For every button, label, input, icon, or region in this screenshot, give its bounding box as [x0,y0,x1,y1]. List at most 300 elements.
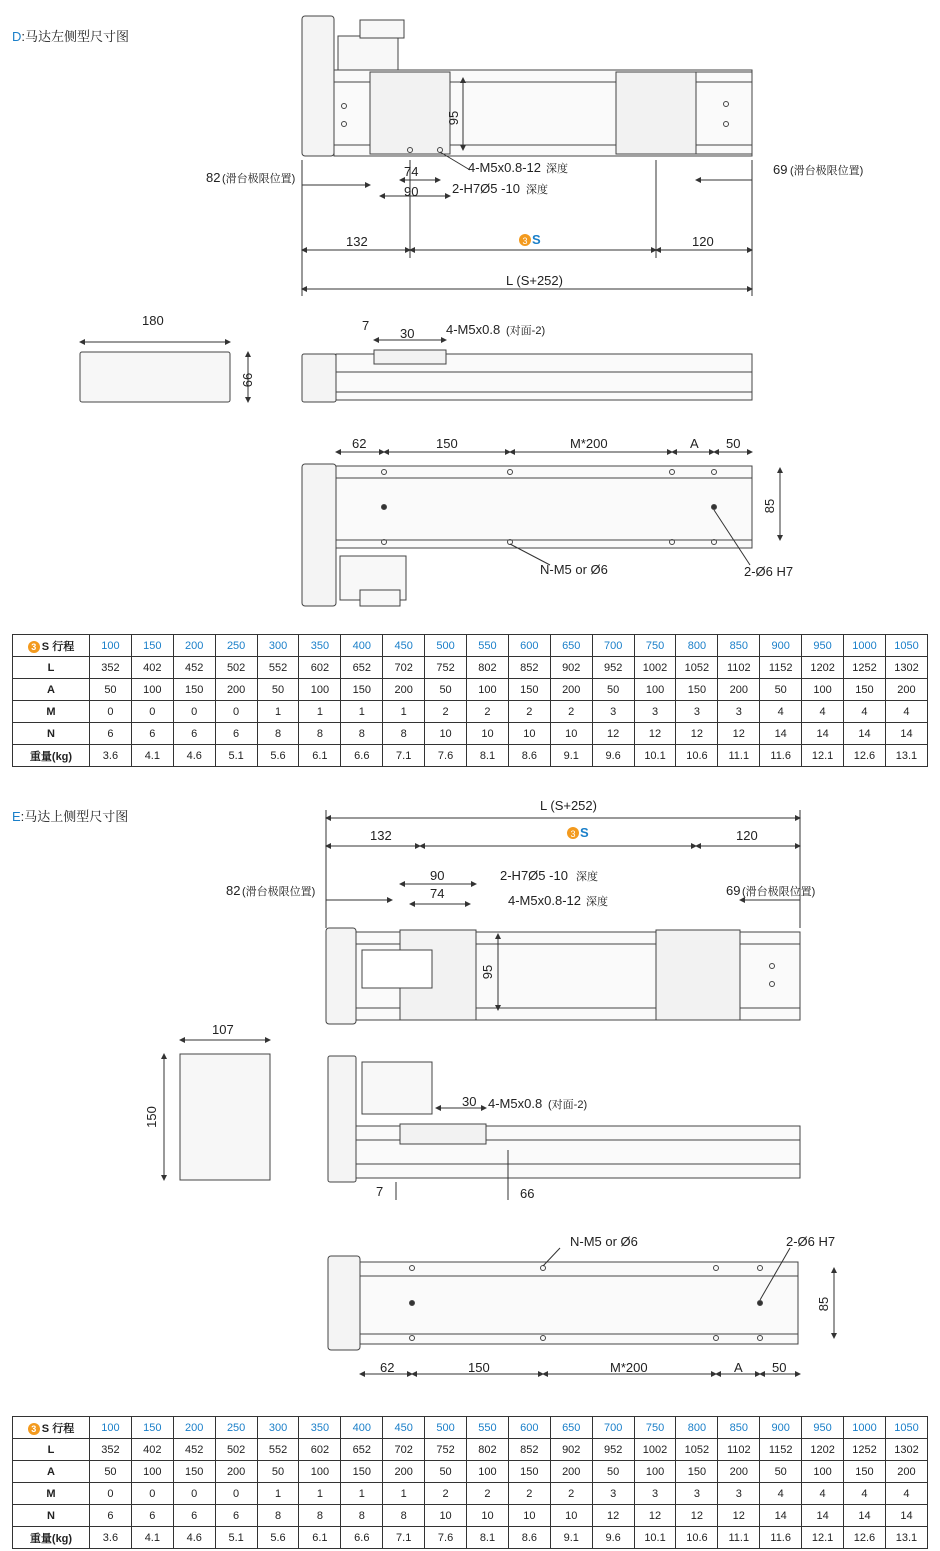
table-cell: 10.1 [634,1527,676,1549]
table-cell: 200 [885,1461,927,1483]
table-cell: 200 [550,1461,592,1483]
table-cell: 2 [425,701,467,723]
e-side-view [328,1056,800,1200]
table-cell: 12.6 [844,745,886,767]
spec-table-e [12,1416,928,1549]
table-header-row [13,1417,928,1439]
table-cell: 1302 [885,1439,927,1461]
table-cell: 6 [215,723,257,745]
table-cell: 8.6 [508,1527,550,1549]
stroke-cell: 1000 [844,635,886,657]
table-row [13,1461,928,1483]
s-badge-icon: 3 [28,1423,40,1435]
table-cell: 4 [802,701,844,723]
table-cell: 7.1 [383,1527,425,1549]
table-cell: 3.6 [90,1527,132,1549]
label-66: 66 [240,372,255,388]
table-cell: 352 [90,657,132,679]
table-cell: 1152 [760,657,802,679]
e-label-m5-depth: 4-M5x0.8-12 [508,893,581,908]
table-cell: 12 [634,723,676,745]
table-cell: 7.6 [425,745,467,767]
table-cell: 6 [90,1505,132,1527]
table-cell: 100 [131,679,173,701]
e-top-view [326,810,800,1024]
stroke-cell: 1050 [885,635,927,657]
table-cell: 50 [257,679,299,701]
table-cell: 12 [676,1505,718,1527]
label-face-note: (对面-2) [506,325,546,337]
table-cell: 6 [173,1505,215,1527]
table-cell: 12 [592,1505,634,1527]
row-label: N [13,1505,90,1527]
table-cell: 0 [90,701,132,723]
stroke-cell: 600 [508,1417,550,1439]
table-cell: 1302 [885,657,927,679]
table-cell: 8 [257,723,299,745]
table-cell: 1 [341,1483,383,1505]
table-cell: 12 [676,723,718,745]
d-side-view [302,340,752,402]
table-cell: 5.6 [257,745,299,767]
table-cell: 9.6 [592,745,634,767]
table-cell: 100 [634,1461,676,1483]
table-cell: 150 [341,679,383,701]
table-cell: 200 [383,679,425,701]
table-cell: 1 [299,701,341,723]
table-header-row [13,635,928,657]
table-cell: 2 [508,701,550,723]
e-label-50: 50 [772,1360,787,1375]
table-row [13,1483,928,1505]
stroke-cell: 550 [467,635,509,657]
table-cell: 3 [718,701,760,723]
label-69-note: (滑台极限位置) [790,165,864,177]
e-end-view [164,1040,270,1180]
table-cell: 2 [508,1483,550,1505]
table-cell: 150 [341,1461,383,1483]
label-nm5: N-M5 or Ø6 [540,562,608,577]
table-cell: 3 [676,701,718,723]
table-cell: 12 [718,1505,760,1527]
table-cell: 0 [131,1483,173,1505]
table-cell: 150 [173,679,215,701]
table-cell: 552 [257,1439,299,1461]
e-label-90: 90 [430,868,445,883]
e-label-a: A [734,1360,743,1375]
table-cell: 6 [215,1505,257,1527]
table-cell: 352 [90,1439,132,1461]
table-cell: 14 [844,1505,886,1527]
table-cell: 12 [592,723,634,745]
stroke-cell: 550 [467,1417,509,1439]
label-l-total: L (S+252) [506,273,563,288]
table-cell: 1202 [802,1439,844,1461]
e-label-69-note: (滑台极限位置) [742,886,816,898]
e-label-74: 74 [430,886,445,901]
table-cell: 150 [676,1461,718,1483]
table-cell: 6 [131,1505,173,1527]
table-cell: 0 [90,1483,132,1505]
table-cell: 100 [634,679,676,701]
d-end-view [80,342,248,402]
table-cell: 50 [760,1461,802,1483]
table-cell: 1102 [718,657,760,679]
table-cell: 11.1 [718,745,760,767]
table-cell: 1202 [802,657,844,679]
e-label-7: 7 [376,1184,384,1199]
label-180: 180 [142,313,164,328]
stroke-header-cell [13,635,90,657]
table-cell: 4 [885,701,927,723]
section-e-title: E:马达上侧型尺寸图 [12,809,129,824]
table-cell: 702 [383,1439,425,1461]
e-label-62: 62 [380,1360,395,1375]
table-cell: 502 [215,657,257,679]
table-cell: 1 [383,1483,425,1505]
table-cell: 50 [592,679,634,701]
table-cell: 2 [550,1483,592,1505]
label-69: 69 [773,162,788,177]
table-cell: 200 [885,679,927,701]
label-62: 62 [352,436,367,451]
table-row [13,1439,928,1461]
table-cell: 50 [90,679,132,701]
table-cell: 100 [299,1461,341,1483]
e-label-120: 120 [736,828,758,843]
table-cell: 13.1 [885,745,927,767]
stroke-header-cell [13,1417,90,1439]
table-cell: 14 [760,1505,802,1527]
row-label: 重量(kg) [13,1527,90,1549]
table-cell: 1252 [844,1439,886,1461]
stroke-cell: 300 [257,635,299,657]
e-label-82-note: (滑台极限位置) [242,886,316,898]
table-cell: 14 [760,723,802,745]
table-cell: 6 [131,723,173,745]
e-label-85: 85 [816,1296,831,1312]
table-cell: 8.1 [467,1527,509,1549]
stroke-cell: 450 [383,635,425,657]
stroke-cell: 1000 [844,1417,886,1439]
stroke-cell: 700 [592,1417,634,1439]
row-label: L [13,657,90,679]
table-row [13,701,928,723]
table-cell: 9.1 [550,1527,592,1549]
table-cell: 50 [257,1461,299,1483]
table-cell: 1 [299,1483,341,1505]
table-cell: 902 [550,657,592,679]
row-label: M [13,701,90,723]
e-label-nm5: N-M5 or Ø6 [570,1234,638,1249]
table-cell: 802 [467,1439,509,1461]
table-cell: 1152 [760,1439,802,1461]
table-cell: 200 [718,679,760,701]
stroke-cell: 650 [550,1417,592,1439]
table-cell: 10 [425,723,467,745]
e-label-150b: 150 [468,1360,490,1375]
table-cell: 4 [844,701,886,723]
table-cell: 5.6 [257,1527,299,1549]
table-cell: 3 [592,701,634,723]
table-cell: 4.6 [173,1527,215,1549]
label-74: 74 [404,164,419,179]
table-cell: 752 [425,1439,467,1461]
table-cell: 10 [550,1505,592,1527]
table-cell: 8 [383,723,425,745]
table-cell: 2 [467,701,509,723]
stroke-cell: 850 [718,1417,760,1439]
label-a: A [690,436,699,451]
table-cell: 150 [844,1461,886,1483]
stroke-header-label: S 行程 [41,1422,75,1435]
stroke-cell: 950 [802,1417,844,1439]
table-cell: 5.1 [215,745,257,767]
table-cell: 1 [257,701,299,723]
table-cell: 952 [592,657,634,679]
table-cell: 200 [718,1461,760,1483]
table-cell: 9.1 [550,745,592,767]
table-cell: 11.1 [718,1527,760,1549]
stroke-cell: 850 [718,635,760,657]
table-cell: 6 [90,723,132,745]
label-h7b: 2-Ø6 H7 [744,564,794,579]
label-7: 7 [362,318,370,333]
table-cell: 8 [257,1505,299,1527]
e-label-l-total: L (S+252) [540,798,597,813]
table-cell: 12.1 [802,745,844,767]
table-cell: 0 [173,1483,215,1505]
e-label-150: 150 [144,1106,159,1128]
stroke-cell: 300 [257,1417,299,1439]
table-cell: 8 [383,1505,425,1527]
table-cell: 3.6 [90,745,132,767]
table-cell: 452 [173,1439,215,1461]
table-cell: 1052 [676,657,718,679]
e-label-107: 107 [212,1022,234,1037]
row-label: 重量(kg) [13,745,90,767]
e-s-badge-num: 3 [570,829,576,839]
table-cell: 9.6 [592,1527,634,1549]
table-cell: 6.6 [341,745,383,767]
e-label-95: 95 [480,964,495,980]
table-cell: 6.1 [299,1527,341,1549]
e-label-h7b: 2-Ø6 H7 [786,1234,836,1249]
e-bottom-view [328,1248,834,1374]
table-cell: 6.6 [341,1527,383,1549]
table-cell: 652 [341,657,383,679]
table-cell: 1002 [634,1439,676,1461]
table-cell: 3 [592,1483,634,1505]
label-120: 120 [692,234,714,249]
table-cell: 402 [131,657,173,679]
e-label-depth2: 深度 [586,896,608,908]
table-cell: 14 [885,1505,927,1527]
table-row [13,1505,928,1527]
table-cell: 14 [885,723,927,745]
table-cell: 8.6 [508,745,550,767]
table-cell: 200 [383,1461,425,1483]
section-d-key: D [12,29,22,44]
stroke-cell: 500 [425,1417,467,1439]
table-cell: 1102 [718,1439,760,1461]
label-85: 85 [762,498,777,514]
table-cell: 752 [425,657,467,679]
table-cell: 0 [215,701,257,723]
table-cell: 100 [467,679,509,701]
table-cell: 502 [215,1439,257,1461]
table-cell: 2 [550,701,592,723]
e-label-66: 66 [520,1186,535,1201]
label-82: 82 [206,170,221,185]
e-label-82: 82 [226,883,241,898]
table-cell: 10 [425,1505,467,1527]
section-d-text: 马达左侧型尺寸图 [25,29,130,44]
stroke-cell: 450 [383,1417,425,1439]
table-cell: 100 [131,1461,173,1483]
table-cell: 852 [508,1439,550,1461]
table-cell: 8 [341,1505,383,1527]
table-cell: 1002 [634,657,676,679]
label-depth: 深度 [546,163,568,175]
row-label: L [13,1439,90,1461]
table-cell: 1 [257,1483,299,1505]
label-132: 132 [346,234,368,249]
label-m5-face: 4-M5x0.8 [446,322,501,337]
section-e-key: E [12,809,21,824]
table-cell: 1252 [844,657,886,679]
table-cell: 150 [676,679,718,701]
table-cell: 602 [299,1439,341,1461]
stroke-cell: 800 [676,635,718,657]
stroke-cell: 500 [425,635,467,657]
table-cell: 852 [508,657,550,679]
table-cell: 11.6 [760,1527,802,1549]
table-cell: 0 [173,701,215,723]
label-50: 50 [726,436,741,451]
spec-table-d [12,634,928,767]
e-label-m5-face: 4-M5x0.8 [488,1096,543,1111]
table-cell: 4 [760,1483,802,1505]
stroke-cell: 150 [131,635,173,657]
table-cell: 0 [215,1483,257,1505]
table-cell: 10 [467,723,509,745]
e-label-m200: M*200 [610,1360,648,1375]
label-90: 90 [404,184,419,199]
table-cell: 10 [508,723,550,745]
table-cell: 14 [802,1505,844,1527]
e-label-s: S [580,825,589,840]
table-row [13,679,928,701]
stroke-cell: 250 [215,1417,257,1439]
stroke-cell: 650 [550,635,592,657]
table-cell: 12.6 [844,1527,886,1549]
table-cell: 802 [467,657,509,679]
table-row [13,657,928,679]
table-cell: 452 [173,657,215,679]
row-label: A [13,679,90,701]
d-top-view [302,16,752,156]
table-cell: 1 [383,701,425,723]
label-30: 30 [400,326,415,341]
table-cell: 4.6 [173,745,215,767]
stroke-cell: 900 [760,635,802,657]
table-cell: 13.1 [885,1527,927,1549]
table-cell: 8.1 [467,745,509,767]
stroke-cell: 200 [173,1417,215,1439]
e-label-132: 132 [370,828,392,843]
label-h7: 2-H7Ø5 -10 [452,181,520,196]
stroke-cell: 100 [90,1417,132,1439]
table-cell: 11.6 [760,745,802,767]
row-label: A [13,1461,90,1483]
table-cell: 50 [90,1461,132,1483]
label-m200: M*200 [570,436,608,451]
table-cell: 7.6 [425,1527,467,1549]
row-label: M [13,1483,90,1505]
table-cell: 3 [634,1483,676,1505]
table-cell: 1052 [676,1439,718,1461]
table-cell: 200 [215,679,257,701]
e-label-30: 30 [462,1094,477,1109]
table-cell: 100 [802,679,844,701]
table-row [13,1527,928,1549]
table-cell: 14 [844,723,886,745]
table-cell: 602 [299,657,341,679]
stroke-cell: 350 [299,635,341,657]
table-cell: 150 [508,679,550,701]
s-badge-icon: 3 [28,641,40,653]
table-cell: 2 [425,1483,467,1505]
stroke-cell: 750 [634,635,676,657]
stroke-cell: 750 [634,1417,676,1439]
table-cell: 0 [131,701,173,723]
e-label-69: 69 [726,883,741,898]
stroke-cell: 400 [341,635,383,657]
e-label-h7: 2-H7Ø5 -10 [500,868,568,883]
stroke-cell: 700 [592,635,634,657]
stroke-cell: 1050 [885,1417,927,1439]
table-cell: 952 [592,1439,634,1461]
table-row [13,745,928,767]
table-cell: 100 [467,1461,509,1483]
section-e-text: 马达上侧型尺寸图 [24,809,129,824]
table-cell: 402 [131,1439,173,1461]
table-cell: 12.1 [802,1527,844,1549]
row-label: N [13,723,90,745]
stroke-cell: 800 [676,1417,718,1439]
table-cell: 3 [634,701,676,723]
stroke-cell: 350 [299,1417,341,1439]
table-cell: 100 [299,679,341,701]
table-cell: 10 [550,723,592,745]
table-cell: 200 [550,679,592,701]
table-cell: 10.6 [676,1527,718,1549]
table-cell: 50 [425,1461,467,1483]
e-label-depth: 深度 [576,871,598,883]
table-cell: 4 [802,1483,844,1505]
stroke-cell: 950 [802,635,844,657]
table-cell: 652 [341,1439,383,1461]
table-cell: 10.1 [634,745,676,767]
section-d-title: D:马达左侧型尺寸图 [12,29,130,44]
table-cell: 3 [718,1483,760,1505]
label-m5-depth: 4-M5x0.8-12 [468,160,541,175]
table-cell: 10 [467,1505,509,1527]
table-cell: 100 [802,1461,844,1483]
table-cell: 200 [215,1461,257,1483]
table-cell: 150 [844,679,886,701]
